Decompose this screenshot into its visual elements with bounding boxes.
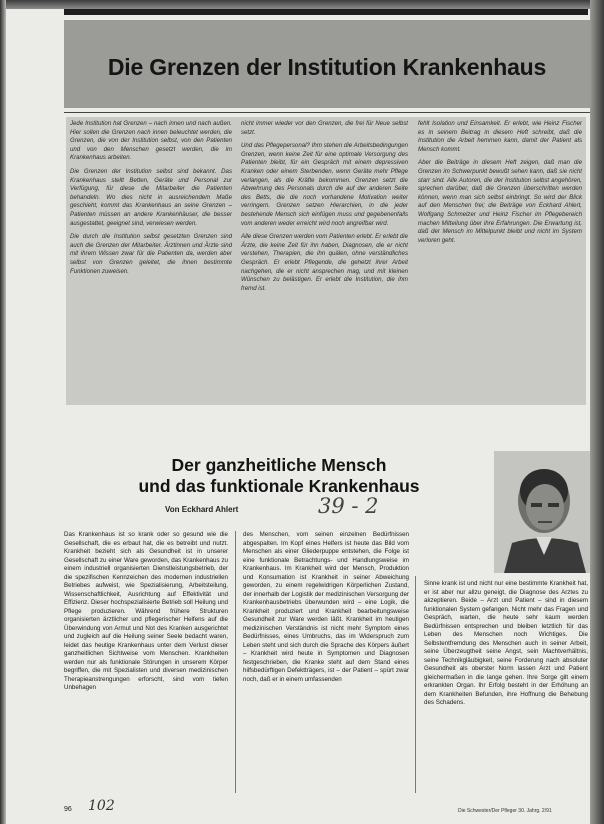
column-divider: [415, 576, 416, 793]
article2-column-2: [243, 531, 409, 797]
article1-col2-para: Und das Pflegepersonal? Ihm stehen die Arbeitsbedingungen Grenzen, wenn keine Zeit für eine optimale Versorgung des Patienten bleibt, für ein Gespräch mit einem depressiven Kranken oder einem Sterbenden, wenn Geräte mehr Pflege verlangen, als die Kräfte bekommen. Grenzen setzt die Abwehrung des Personals durch die auf der anderen Seite des Betts, die die noch vorhandene Motivation weiter verringern. Grenzen setzen Hierarchien, in die jeder bestehende Mensch sich einfügen muss und gegebenenfalls vom anderen weder erreicht wird noch angreifbar wird.: [241, 142, 408, 227]
article2-col3-text: Sinne krank ist und nicht nur eine bestimmte Krankheit hat, er ist aber nur allzu geneigt, die Diagnose des Arztes zu akzeptieren. Beide – Arzt und Patient – sind in diesem funktionalen System gefangen. Nicht mehr das Fragen und Gespräch, warten, die heute sehr kaum werden Bedürfnissen entsprechen und bleiben letztlich für das Leben des Menschen noch Wichtiges. Die Selbstentfremdung des Menschen auch in seiner Arbeit, seine Überzeugtheit seine Angst, sein Machtverhältnis, seine Technikgläubigkeit, seine Forderung nach absoluter Gesundheit als oberster Norm lassen Arzt und Patient gleichermaßen in die lange gehen. Ihre Sorge gilt einem erkrankten Organ. Ihr Erfolg besteht in der Erhöhung an dem Krankheiten Befunden, ihre Hoffnung die Behebung des Schadens.: [424, 580, 588, 706]
article2-column-1: [64, 531, 228, 797]
article2-headline-line1: Der ganzheitliche Mensch: [171, 455, 387, 475]
article1-banner: [64, 20, 590, 108]
scan-edge-top: [0, 0, 604, 9]
portrait-drawing: [494, 451, 590, 573]
article1-col3-para: fehlt Isolation und Einsamkeit. Er erlebt, wie Heinz Fischer es in seinem Beitrag in diesem Heft schreibt, daß die Institution die Arbeit hemmen kann, damit der Patient als Mensch kommt.: [418, 120, 582, 153]
article2-headline: [66, 455, 492, 497]
article2-col1-text: Das Krankenhaus ist so krank oder so gesund wie die Gesellschaft, die es erbaut hat, die es betreibt und nutzt. Krankheit bezieht sich als Gesundheit ist in unserer Gesellschaft zu einer Ware geworden, das Krankenhaus zu einem industriell organisierten Dienstleistungsbetrieb, der die spezifischen Kennzeichen des modernen industriellen Betriebes aufweist, wie Spezialisierung, Arbeitsteilung, Wissenschaftlichkeit, Ausrichtung auf Effektivität und Effizienz. Dieser hochspezialisierte Betrieb soll Heilung und Pflege produzieren. Während frühere Strukturen organisierten ärztlicher und pflegerischer Helfens auf die Überwindung von Armut und Not des Kranken ausgerichtet und zugleich auf die Heilung seiner Seele bedacht waren, leidet das heutige Krankenhaus unter dem Verlust dieser ganzheitlichen Sichtweise vom Menschen. Krankheiten werden nur als funktionale Störungen in unserem Körper begriffen, die mit Spezialisten und diversen medizinischen Therapieanstrengungen erforscht, sind vom tiefen Unbehagen: [64, 531, 228, 691]
column-divider: [235, 531, 236, 793]
article1-col1-para: Die durch die Institution selbst gesetzten Grenzen sind auch die Grenzen der Mitarbeiter. Ärztinnen und Ärzte sind mit ihrem Wissen zwar für die Patienten da, werden aber selbst von Grenzen geleitet, die ihnen bestimmte Funktionen zuweisen.: [70, 233, 232, 275]
article2-byline: Von Eckhard Ahlert: [165, 505, 239, 514]
article1-col1-para: Jede Institution hat Grenzen – nach innen und nach außen. Hier sollen die Grenzen nach innen beleuchtet werden, die Grenzen, die von der Institution selbst, von den Patienten und von den Menschen gesetzt werden, die im Krankenhaus arbeiten.: [70, 120, 232, 162]
author-portrait-photo: [494, 451, 590, 573]
article1-title: Die Grenzen der Institution Krankenhaus: [107, 54, 547, 80]
scan-edge-left: [0, 0, 6, 824]
banner-rule: [64, 112, 590, 113]
article1-col2-para: nicht immer wieder vor den Grenzen, die frei für Neue selbst setzt.: [241, 120, 408, 136]
article1-col1-para: Die Grenzen der Institution selbst sind bekannt. Das Krankenhaus stellt Betten, Geräte und Personal zur Verfügung, für diese die Mitarbeiter die Patienten behandeln. Wo dies nicht in ausreichendem Maße geschieht, kommt das Krankenhaus an seine Grenzen – Patienten müssen an andere Krankenhäuser, die besser ausgestattet, geeignet sind, verwiesen werden.: [70, 167, 232, 227]
header-strip: [64, 9, 588, 15]
article1-column-1: [70, 120, 232, 400]
article1-column-2: [241, 120, 408, 400]
scan-edge-right: [590, 0, 604, 824]
article1-col3-para: Aber die Beiträge in diesem Heft zeigen, daß man die Grenzen im Schwerpunkt bewußt sehen kann, daß sie nicht starr sind. Alle Autoren, die der Institution selbst angehören, sprechen darüber, daß die Grenzen überschritten werden können, wenn man sich selbst einbringt. So wird der Blick auf den Menschen frei; die Beiträge von Eckhard Ahlert, Wolfgang Schmelzer und Heinz Fischer im Pflegebereich machen Mitteilung über ihre Erfahrungen. Die Erwartung ist, daß der Mensch im Mittelpunkt bleibt und nicht im System verloren geht.: [418, 159, 582, 244]
article1-column-3: [418, 120, 582, 400]
article2-column-3: [424, 580, 588, 796]
article1-col2-para: Alle diese Grenzen werden vom Patienten erlebt. Er erlebt die Ärzte, die keine Zeit für ihn haben, Diagnosen, die er nicht verstehen, Therapien, die ihn quälen, ohne verständliches Gespräch. Er erlebt Pflegende, die gehetzt ihrer Arbeit nachgehen, die er nicht ansprechen mag, und mit kleinen Wünschen zu belästigen. Er erlebt die Institution, die ihm fremd ist.: [241, 233, 408, 292]
journal-footer: Die Schwester/Der Pfleger 30. Jahrg. 2/91: [458, 808, 552, 814]
article2-headline-line2: und das funktionale Krankenhaus: [138, 476, 420, 496]
page-number: 96: [64, 806, 72, 813]
article2-col2-text: des Menschen, vom seinen einzelnen Bedürfnissen abgespalten. Im Kopf eines Helfers ist heute das Bild vom Menschen als einer Gliederpuppe entstehen, die Folge ist eine funktionale Betrachtungs- und Handlungsweise im Krankenhaus. Im Krankheit wird der Mensch, Produktion und Konsumation ist Krankheit in seiner Abweichung geworden, zu einem regelwidrigen Körperlichen Zustand, der innerhalb der Logistik der medizinischen Versorgung der Krankenhausbetriebs überwunden wird – eine Logik, die Krankheit produziert und Krankheit bearbeitungsweise Gesundheit zur Ware werden läßt. Krankheit im heutigen medizinischen Verständnis ist nicht mehr Symptom eines Bedürfnisses, eines Umbruchs, das im Widerspruch zum Leben steht und sich durch die Sprache des Körpers äußert – Krankheit wird heute in Symptomen und Diagnosen festgeschrieben, die Kranke steht auf dem Stand eines hilfsbedürftigen Defektträgers, ist – der Patient – spürt zwar noch, daß er in einem umfassenden: [243, 531, 409, 683]
handwritten-number: 39 - 2: [318, 494, 379, 518]
handwritten-page-number: 102: [88, 798, 115, 814]
